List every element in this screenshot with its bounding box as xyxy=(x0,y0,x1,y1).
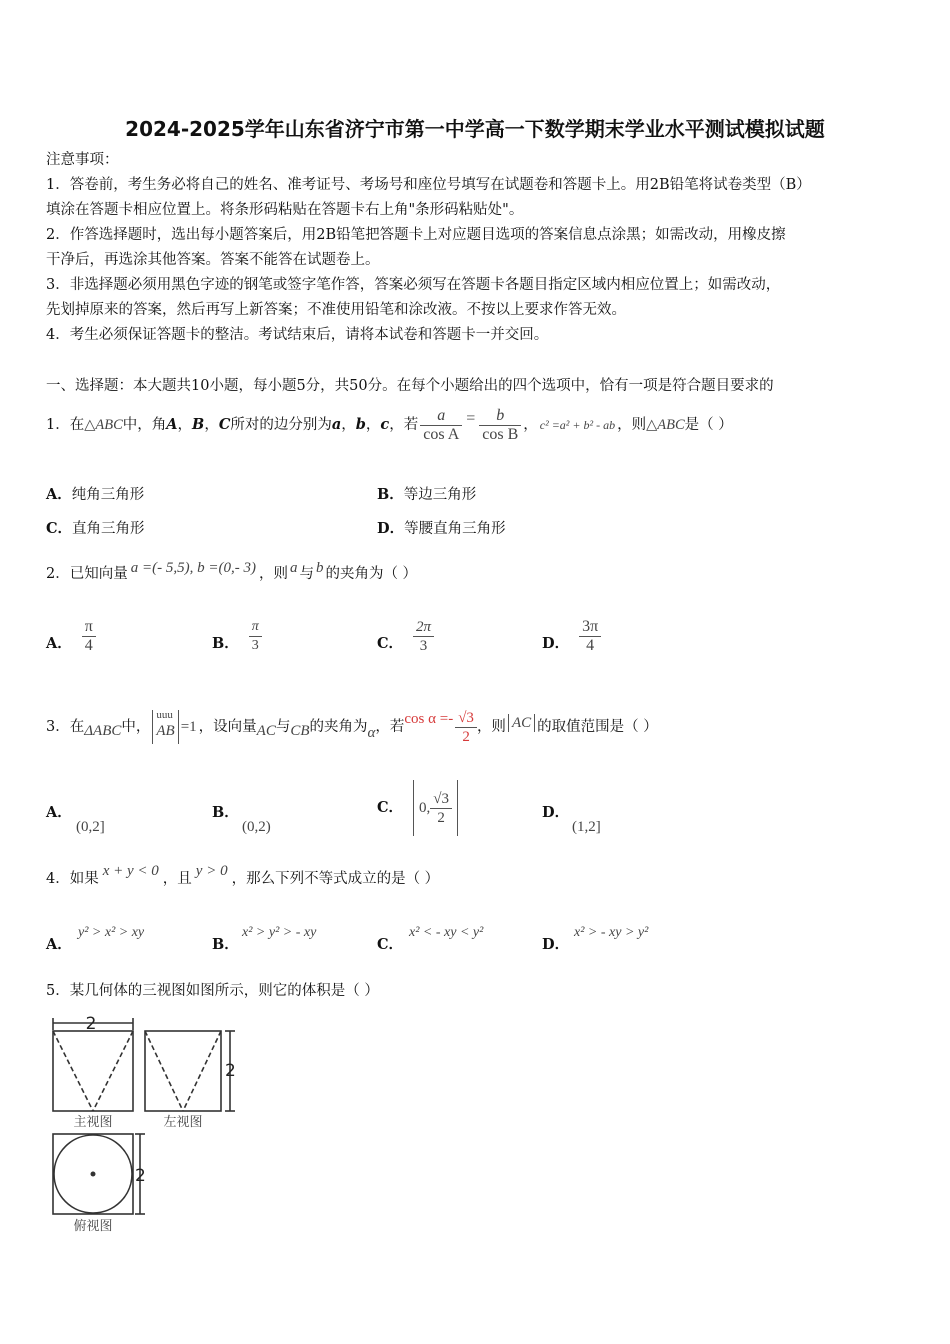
q1-text: 1．在 xyxy=(46,417,85,433)
q1-frac-num: a xyxy=(420,407,462,426)
notice-block xyxy=(46,148,906,348)
question-5: 5．某几何体的三视图如图所示，则它的体积是（ ） xyxy=(46,983,379,999)
q3-text: ，若 xyxy=(375,719,405,735)
side-view-dashed-line xyxy=(183,1031,221,1111)
q1-option-b[interactable] xyxy=(377,486,476,504)
q2-text: ，则 xyxy=(258,566,288,582)
frac-num: π xyxy=(82,618,96,637)
q1-text: ，若 xyxy=(389,417,419,433)
option-text: 直角三角形 xyxy=(72,521,145,537)
q1-option-c[interactable] xyxy=(46,520,145,538)
frac-num: √3 xyxy=(430,790,452,809)
option-fraction xyxy=(82,618,96,655)
q1-side-c: c xyxy=(380,416,390,433)
q1-sep: ， xyxy=(204,417,219,433)
q3-option-a[interactable] xyxy=(46,804,105,844)
option-letter: B． xyxy=(212,804,239,821)
option-fraction xyxy=(249,618,262,655)
option-letter: A． xyxy=(46,486,72,503)
q3-sqrt-fraction xyxy=(455,709,477,746)
q1-sep: ， xyxy=(365,417,381,433)
q3-option-d[interactable] xyxy=(542,804,601,844)
frac-den: 2 xyxy=(437,809,445,826)
q3-ab: AB xyxy=(156,723,175,739)
q1-sep: ， xyxy=(341,417,356,433)
q4-condition-1: x + y < 0 xyxy=(102,863,159,879)
front-view-label: 主视图 xyxy=(73,1115,113,1130)
q3-cos-condition: cos α =- xyxy=(404,711,454,727)
q3-option-b[interactable] xyxy=(212,804,271,844)
q1-sep: ， xyxy=(177,417,193,433)
option-text: (0,2) xyxy=(242,819,271,835)
q1-option-a[interactable] xyxy=(46,486,144,504)
q1-sep: ， xyxy=(523,417,538,433)
q1-angle-a: A xyxy=(166,416,178,433)
q1-frac-den: cos A xyxy=(423,425,460,443)
front-view-dashed-line xyxy=(93,1031,133,1111)
q1-angle-c: C xyxy=(218,416,231,433)
option-letter: D． xyxy=(542,936,570,953)
dimension-label-bottom: 2 xyxy=(135,1166,146,1186)
q3-text: 3．在 xyxy=(46,719,85,735)
q4-text: 4．如果 xyxy=(46,871,99,887)
q3-triangle: ΔABC xyxy=(84,723,122,739)
option-letter: C． xyxy=(377,799,404,816)
q2-text: 与 xyxy=(299,566,314,582)
q2-option-c[interactable] xyxy=(377,612,434,660)
frac-den: 3 xyxy=(419,637,428,654)
front-view-dashed-line xyxy=(53,1031,93,1111)
question-4 xyxy=(46,862,439,896)
q3-vector-arrow: uuu xyxy=(156,709,173,721)
option-fraction xyxy=(579,618,601,655)
q1-side-a: a xyxy=(331,416,342,433)
section-heading: 一、选择题：本大题共10小题，每小题5分，共50分。在每个小题给出的四个选项中，恰有一项是符合题目要求的 xyxy=(46,378,774,394)
top-view-label: 俯视图 xyxy=(73,1219,113,1234)
q4-text: ，那么下列不等式成立的是（ ） xyxy=(231,871,440,887)
option-letter: A． xyxy=(46,936,72,953)
q1-side-b: b xyxy=(355,416,366,433)
q1-option-d[interactable] xyxy=(377,520,506,538)
dimension-label-side: 2 xyxy=(225,1061,236,1081)
notice-line: 填涂在答题卡相应位置上。将条形码粘贴在答题卡右上角"条形码粘贴处"。 xyxy=(46,202,524,218)
top-view-center-dot xyxy=(91,1172,96,1177)
frac-num: π xyxy=(249,618,262,637)
option-letter: D． xyxy=(542,804,570,821)
notice-line: 4．考生必须保证答题卡的整洁。考试结束后，请将本试卷和答题卡一并交回。 xyxy=(46,327,549,343)
option-text: y² > x² > xy xyxy=(78,925,145,940)
option-text: 等腰直角三角形 xyxy=(404,521,506,537)
frac-den: 4 xyxy=(84,636,93,654)
q1-condition: c² =a² + b² - ab xyxy=(539,418,616,432)
q3-option-c[interactable] xyxy=(377,778,458,838)
option-text: x² < - xy < y² xyxy=(409,925,484,940)
frac-num: 2π xyxy=(413,618,434,637)
option-letter: C． xyxy=(377,635,404,652)
q3-text: ，则 xyxy=(476,719,506,735)
q2-option-b[interactable] xyxy=(212,612,262,660)
notice-line: 2．作答选择题时，选出每小题答案后，用2B铅笔把答题卡上对应题目选项的答案信息点涂黑；如需改动，用橡皮擦 xyxy=(46,227,786,243)
question-2 xyxy=(46,556,417,592)
dimension-label-top: 2 xyxy=(85,1014,97,1034)
frac-num: √3 xyxy=(455,709,477,728)
q1-triangle: △ABC xyxy=(646,417,685,433)
q1-text: ，则 xyxy=(617,417,647,433)
option-text: x² > - xy > y² xyxy=(574,925,649,940)
option-letter: C． xyxy=(377,936,404,953)
q1-equals: = xyxy=(466,410,476,427)
option-letter: D． xyxy=(377,520,405,537)
frac-den: 2 xyxy=(462,728,470,745)
q1-frac-den: cos B xyxy=(482,425,519,443)
frac-den: 4 xyxy=(586,636,595,654)
option-letter: B． xyxy=(377,486,404,503)
q4-condition-2: y > 0 xyxy=(195,863,228,879)
option-letter: A． xyxy=(46,635,72,652)
option-text: 纯角三角形 xyxy=(71,487,145,503)
q3-ab-norm xyxy=(152,710,196,744)
q3-alpha: α xyxy=(367,725,376,741)
q1-text: 中，角 xyxy=(122,417,167,433)
three-view-figure xyxy=(44,1010,254,1240)
q3-vector-ac: AC xyxy=(256,723,276,739)
q3-text: 与 xyxy=(275,719,291,735)
interval-fraction xyxy=(430,790,452,827)
notice-line: 1．答卷前，考生务必将自己的姓名、准考证号、考场号和座位号填写在试题卷和答题卡上。用2B铅笔将试卷类型（B） xyxy=(46,177,811,193)
option-letter: B． xyxy=(212,936,239,953)
notice-line: 3．非选择题必须用黑色字迹的钢笔或签字笔作答，答案必须写在答题卡各题目指定区域内相应位置上；如需改动， xyxy=(46,277,781,293)
q2-vector-b: b xyxy=(315,560,324,576)
q4-text: ，且 xyxy=(162,871,192,887)
q3-ac-norm: AC xyxy=(508,714,535,732)
option-text: 等边三角形 xyxy=(403,487,477,503)
interval-start: 0, xyxy=(419,800,431,816)
notice-line: 先划掉原来的答案，然后再写上新答案；不准使用铅笔和涂改液。不按以上要求作答无效。 xyxy=(46,302,626,318)
q1-text: 是（ ） xyxy=(684,417,733,433)
q2-text: 2．已知向量 xyxy=(46,566,128,582)
q1-fraction-b xyxy=(479,407,521,444)
q3-text: 的夹角为 xyxy=(309,719,368,735)
q2-option-d[interactable] xyxy=(542,612,601,660)
q1-frac-num: b xyxy=(479,407,521,426)
front-view-square xyxy=(53,1031,133,1111)
notice-heading: 注意事项： xyxy=(46,152,119,168)
option-interval xyxy=(413,780,458,836)
option-text: x² > y² > - xy xyxy=(242,925,317,940)
q2-text: 的夹角为（ ） xyxy=(325,566,418,582)
option-text: (0,2] xyxy=(76,819,105,835)
q3-text: 中， xyxy=(121,719,151,735)
q1-fraction-a xyxy=(420,407,462,444)
option-letter: C． xyxy=(46,520,73,537)
side-view-dashed-line xyxy=(145,1031,183,1111)
question-1 xyxy=(46,400,733,450)
q3-text: 的取值范围是（ ） xyxy=(537,719,658,735)
q3-norm-bars xyxy=(152,710,178,744)
side-view-label: 左视图 xyxy=(163,1115,203,1130)
frac-num: 3π xyxy=(579,618,601,637)
option-letter: A． xyxy=(46,804,72,821)
q3-eq: =1 xyxy=(180,719,197,735)
q2-vector-a: a xyxy=(289,560,298,576)
frac-den: 3 xyxy=(251,637,259,653)
q1-text: 所对的边分别为 xyxy=(230,417,332,433)
q3-text: ，设向量 xyxy=(198,719,257,735)
option-letter: D． xyxy=(542,635,570,652)
side-view-square xyxy=(145,1031,221,1111)
option-letter: B． xyxy=(212,635,239,652)
q1-triangle: △ABC xyxy=(84,417,123,433)
option-text: (1,2] xyxy=(572,819,601,835)
question-3 xyxy=(46,700,658,754)
q2-option-a[interactable] xyxy=(46,612,96,660)
notice-line: 干净后，再选涂其他答案。答案不能答在试题卷上。 xyxy=(46,252,380,268)
page-title: 2024-2025学年山东省济宁市第一中学高一下数学期末学业水平测试模拟试题 xyxy=(125,117,825,141)
q3-vector-cb: CB xyxy=(290,723,310,739)
q1-angle-b: B xyxy=(192,416,205,433)
q2-vectors: a =(- 5,5), b =(0,- 3) xyxy=(130,560,256,576)
option-fraction xyxy=(413,618,434,655)
